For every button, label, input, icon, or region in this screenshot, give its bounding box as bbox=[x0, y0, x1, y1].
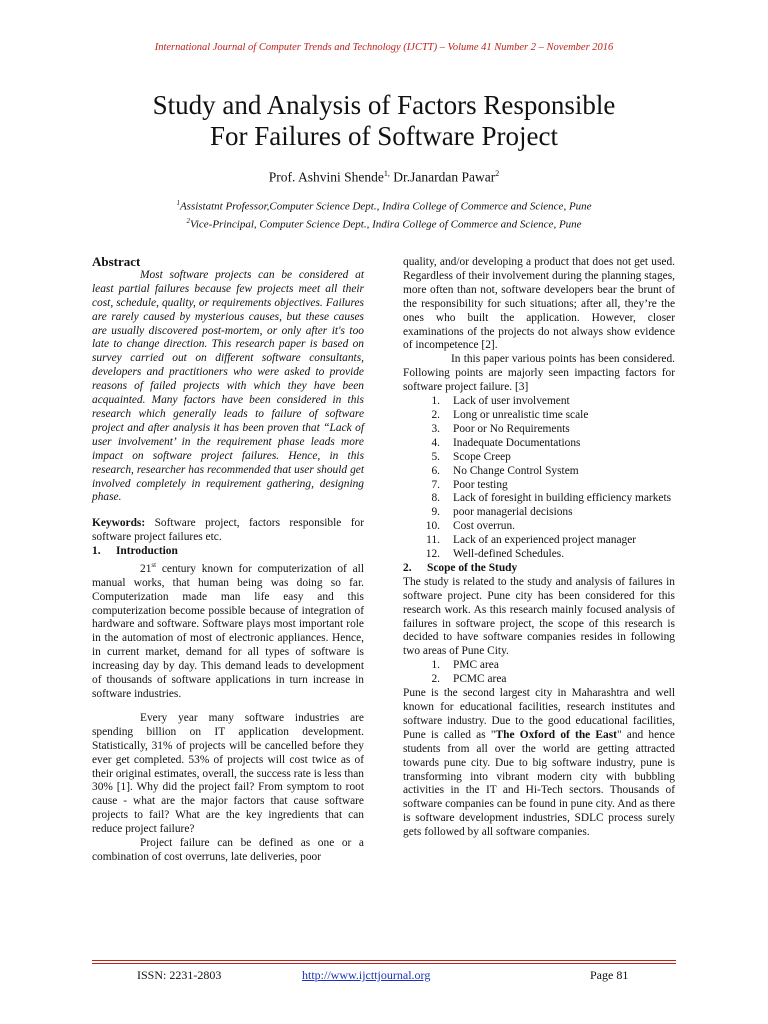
intro-paragraph-3: Project failure can be defined as one or a combination of cost overruns, late deliveries, poor bbox=[92, 837, 364, 863]
factor-item bbox=[403, 423, 675, 437]
area-item-text: PMC area bbox=[453, 659, 499, 672]
factor-item bbox=[403, 548, 675, 562]
factor-item-number: 9. bbox=[431, 506, 440, 519]
affiliation-2-sup: 2 bbox=[186, 216, 190, 225]
left-column bbox=[92, 255, 364, 865]
authors bbox=[0, 169, 768, 186]
footer-url-link[interactable]: http://www.ijcttjournal.org bbox=[302, 968, 431, 982]
scope-num: 2. bbox=[403, 561, 412, 574]
introduction-heading bbox=[92, 545, 364, 559]
factor-item-text: Inadequate Documentations bbox=[453, 436, 581, 449]
continuation-paragraph: quality, and/or developing a product that does not get used. Regardless of their involvement during the planning stages, more often than not, software developers bear the brunt of the responsibility for such situations; after all, they’re the ones who built the application. However, closer examinations of the projects do not always show evidence of incompetence [2]. bbox=[403, 256, 675, 352]
factor-item bbox=[403, 395, 675, 409]
author-2-sup: 2 bbox=[495, 169, 500, 178]
affiliation-2-text: Vice-Principal, Computer Science Dept., Indira College of Commerce and Science, Pune bbox=[189, 218, 582, 231]
author-1-sup: 1, bbox=[383, 169, 390, 178]
footer-issn: ISSN: 2231-2803 bbox=[137, 968, 222, 982]
intro-paragraph-1 bbox=[92, 559, 364, 702]
factor-item bbox=[403, 520, 675, 534]
author-1: Prof. Ashvini Shende bbox=[268, 169, 384, 185]
area-item bbox=[403, 673, 675, 687]
areas-list bbox=[403, 659, 675, 687]
area-item-number: 1. bbox=[431, 659, 440, 672]
factor-item-text: Poor or No Requirements bbox=[453, 422, 570, 435]
factor-item bbox=[403, 492, 675, 506]
footer-rule bbox=[92, 960, 676, 961]
area-item-number: 2. bbox=[431, 673, 440, 686]
journal-header: International Journal of Computer Trends and Technology (IJCTT) – Volume 41 Number 2 – November 2016 bbox=[154, 42, 614, 53]
area-item-text: PCMC area bbox=[453, 673, 507, 686]
title-line-1: Study and Analysis of Factors Responsible bbox=[152, 90, 616, 120]
author-2: Dr.Janardan Pawar bbox=[389, 169, 496, 185]
scope-p2-part-a: Pune is the second largest city in Maharashtra and well known for educational facilities, research institutes and software industry. Due to the good educational facilities, Pune is called as " bbox=[403, 687, 675, 741]
factors-intro-paragraph: In this paper various points has been considered. Following points are majorly seen impacting factors for software project failure. [3] bbox=[403, 353, 675, 394]
factor-item-number: 4. bbox=[431, 436, 440, 449]
factor-item-number: 1. bbox=[431, 395, 440, 408]
factor-item-number: 12. bbox=[425, 548, 440, 561]
factor-item-text: Long or unrealistic time scale bbox=[453, 408, 589, 421]
affiliation-1-text: Assistatnt Professor,Computer Science Dept., Indira College of Commerce and Science, Pune bbox=[179, 200, 592, 213]
scope-heading bbox=[403, 562, 675, 576]
factor-item bbox=[403, 409, 675, 423]
factor-item-number: 2. bbox=[431, 408, 440, 421]
title-line-2: For Failures of Software Project bbox=[210, 121, 558, 151]
intro-paragraph-2: Every year many software industries are spending billion on IT application development. Statistically, 31% of projects will be cancelled before they ever get completed. 53% of projects will cost twice as of their original estimates, overall, the success rate is less than 30% [1]. Why did the project fail? From symptom to root cause - what are the major factors that cause software projects to fail? What are the key ingredients that can reduce project failure? bbox=[92, 711, 364, 836]
factor-item-number: 8. bbox=[431, 492, 440, 505]
introduction-num: 1. bbox=[92, 545, 101, 558]
intro-p1-sup: st bbox=[151, 561, 157, 570]
factor-item-number: 11. bbox=[426, 534, 440, 547]
factor-item bbox=[403, 437, 675, 451]
right-column bbox=[403, 256, 675, 840]
intro-p1-lead: 21 bbox=[140, 562, 152, 575]
intro-p1-text: century known for computerization of all manual works, that human being was doing so far. Computerization made man life easy and this computerization become possible because of integration of hardware and software. Software plays most important role in the automation of most of electronic appliances. Hence, in current market, demand for all types of software is increasing day by day. This demand leads to development of thousands of software applications in turn increase in software industries. bbox=[92, 562, 364, 700]
factor-item-number: 7. bbox=[431, 478, 440, 491]
keywords-text: Software project, factors responsible for software project failures etc. bbox=[92, 517, 364, 544]
oxford-of-the-east: The Oxford of the East bbox=[495, 728, 617, 741]
factor-item-number: 3. bbox=[431, 422, 440, 435]
factor-item-text: Poor testing bbox=[453, 478, 508, 491]
footer-rule-thin bbox=[92, 963, 676, 964]
introduction-title: Introduction bbox=[116, 545, 178, 558]
scope-p2-part-b: " and hence students from all over the world are getting attracted towards pune city. Due to big software industry, pune is transforming into vibrant modern city with bubbling activities in the IT and Hi-Tech sectors. Thousands of software companies can be found in pune city. And as there is software development industries, SDLC process surely gets followed by all software companies. bbox=[403, 728, 675, 839]
keywords-label: Keywords: bbox=[92, 517, 146, 530]
factor-item-text: Lack of foresight in building efficiency markets bbox=[453, 492, 672, 505]
affiliation-2 bbox=[0, 214, 768, 232]
factor-item-text: No Change Control System bbox=[453, 464, 579, 477]
affiliation-1-sup: 1 bbox=[176, 199, 180, 207]
factor-item bbox=[403, 451, 675, 465]
factor-item-text: Cost overrun. bbox=[453, 520, 516, 533]
affiliations bbox=[0, 196, 768, 231]
abstract-heading: Abstract bbox=[92, 254, 141, 269]
area-item bbox=[403, 659, 675, 673]
factor-item bbox=[403, 534, 675, 548]
factor-item bbox=[403, 465, 675, 479]
paper-title bbox=[60, 90, 708, 152]
affiliation-1 bbox=[0, 196, 768, 214]
factor-item bbox=[403, 479, 675, 493]
scope-title: Scope of the Study bbox=[427, 561, 518, 574]
factor-item-text: Scope Creep bbox=[453, 450, 511, 463]
factor-item bbox=[403, 506, 675, 520]
factor-item-number: 10. bbox=[425, 520, 440, 533]
abstract-body: Most software projects can be considered at least partial failures because few projects meet all their cost, schedule, quality, or requirements objectives. Failures are rarely caused by mysterious causes, but these causes are usually discovered post-mortem, or only after it's too late to change direction. This research paper is based on survey carried out on different software consultants, developers and practitioners who were asked to provide reasons of failed projects with which they have been acquainted. Many factors have been considered in this research which generally leads to failure of software project and after analysis it has been proven that “Lack of user involvement’ in the requirement phase leads more impact on software project failures. Hence, in this research, researcher has recommended that user should get involved completely in requirement gathering, designing phase. bbox=[92, 268, 364, 504]
scope-paragraph-1: The study is related to the study and analysis of failures in software project. Pune city has been considered for this research work. As this research mainly focused analysis of failures in software project, the scope of this research is decided to have software companies resides in following two areas of Pune City. bbox=[403, 575, 675, 658]
factor-item-number: 5. bbox=[431, 450, 440, 463]
factor-item-text: Lack of user involvement bbox=[453, 395, 570, 408]
factors-list bbox=[403, 395, 675, 562]
scope-paragraph-2 bbox=[403, 687, 675, 840]
keywords bbox=[92, 517, 364, 545]
factor-item-text: Lack of an experienced project manager bbox=[453, 534, 637, 547]
footer-page-number: Page 81 bbox=[590, 968, 629, 982]
factor-item-text: poor managerial decisions bbox=[453, 506, 573, 519]
factor-item-number: 6. bbox=[431, 464, 440, 477]
factor-item-text: Well-defined Schedules. bbox=[453, 548, 565, 561]
